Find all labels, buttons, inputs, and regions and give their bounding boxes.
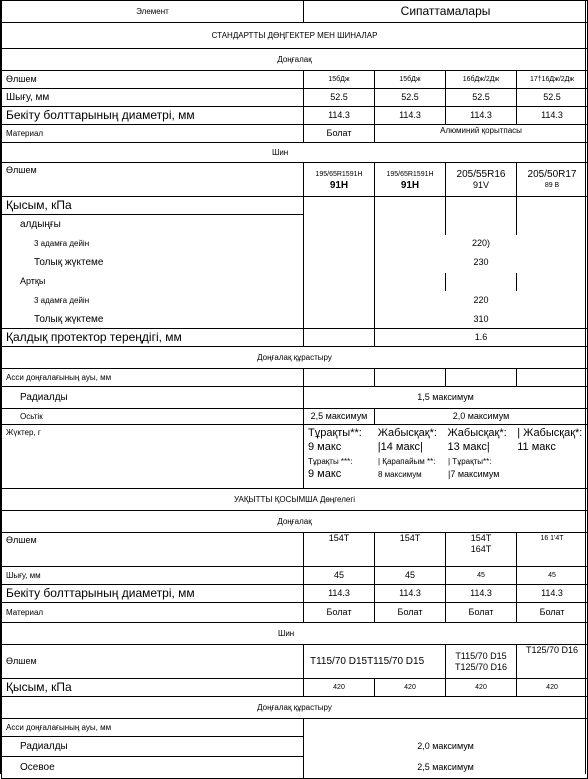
rear-upto3-value: 220: [375, 291, 588, 311]
spare-tire-size-12: T115/70 D15T115/70 D15: [304, 645, 446, 679]
spare-radial-runout-value: 2,0 максимум: [304, 737, 588, 757]
weight-entry: [304, 455, 378, 481]
front-full-load-value: 230: [375, 253, 588, 273]
weight-type: | Қарапайым **:: [378, 457, 436, 466]
rear-upto3-label: 3 адамға дейін: [2, 291, 304, 311]
offset-value: 52.5: [375, 89, 446, 107]
weight-type: Жабысқақ*:: [377, 427, 437, 439]
bolt-value: 114.3: [517, 107, 588, 125]
subsection-tire: Шин: [2, 143, 588, 163]
radial-runout-label: Радиалды: [2, 387, 304, 409]
tire-size-top: 205/55R16: [456, 168, 506, 180]
spare-runout-label: Асси доңғалағының ауы, мм: [2, 719, 304, 737]
spare-offset-value: 45: [517, 567, 588, 585]
tire-size-top: 205/50R17: [527, 168, 577, 180]
front-upto3-value: 220): [375, 235, 588, 253]
spare-material-label: Материал: [2, 603, 304, 623]
tire-size-label: Өлшем: [2, 163, 304, 197]
front-full-load-label: Толық жүктеме: [2, 253, 304, 273]
weight-entry: [517, 426, 587, 454]
spare-axial-runout-label: Осевое: [2, 757, 304, 779]
weight-type: Жабысқақ*:: [447, 427, 507, 439]
radial-runout-value: 1,5 максимум: [304, 387, 588, 409]
spare-pressure-label: Қысым, кПа: [2, 679, 304, 697]
rear-label: Артқы: [2, 273, 304, 291]
weight-type: | Жабысқақ*:: [517, 427, 583, 439]
spare-tire-size-label: Өлшем: [2, 645, 304, 679]
axial-runout-steel: 2,5 максимум: [304, 409, 375, 425]
spec-table: [1, 0, 588, 779]
offset-value: 52.5: [304, 89, 375, 107]
tire-load-index: 91H: [329, 179, 349, 191]
spare-wheel-size: 154T: [375, 533, 446, 567]
wheel-size: 16бДж/2Дж: [446, 71, 517, 89]
tire-load-index: 91V: [472, 179, 489, 190]
spare-pressure: 420: [375, 679, 446, 697]
front-label: алдыңғы: [2, 215, 304, 235]
runout-label: Асси доңғалағының ауы, мм: [2, 369, 304, 387]
pressure-label: Қысым, кПа: [2, 197, 304, 215]
spare-wheel-size: 154T 164T: [446, 533, 517, 567]
weight-entry: [378, 426, 448, 454]
subsection-tire-spare: Шин: [2, 623, 588, 645]
weight-max: 9 макс: [308, 441, 342, 453]
spare-axial-runout-value: 2,5 максимум: [304, 757, 588, 779]
bolt-value: 114.3: [446, 107, 517, 125]
weight-type: Тұрақты ***:: [308, 457, 353, 466]
tire-size-top: 195/65R1591H: [386, 170, 434, 178]
spare-radial-runout-label: Радиалды: [2, 737, 304, 757]
tire-size-cell: [304, 163, 375, 197]
weight-max: |7 максимум: [448, 469, 500, 479]
wheel-size-label: Өлшем: [2, 71, 304, 89]
spare-wheel-size: 16 1'4T: [517, 533, 588, 567]
spare-wheel-size-label: Өлшем: [2, 533, 304, 567]
subsection-wheel-design: Доңғалақ құрастыру: [2, 347, 588, 369]
spare-pressure: 420: [517, 679, 588, 697]
subsection-wheel-design-spare: Доңғалақ құрастыру: [2, 697, 588, 719]
header-element: Элемент: [2, 1, 304, 23]
weight-entry: [378, 455, 448, 481]
tire-size-cell: [375, 163, 446, 197]
axial-runout-alloy: 2,0 максимум: [375, 409, 588, 425]
spare-offset-value: 45: [446, 567, 517, 585]
offset-value: 52.5: [517, 89, 588, 107]
front-upto3-label: 3 адамға дейін: [2, 235, 304, 253]
material-alloy: Алюминий қорытпасы: [375, 125, 588, 143]
bolt-value: 114.3: [375, 107, 446, 125]
weights-label: Жүктер, г: [2, 425, 304, 489]
tread-depth-label: Қалдық протектор тереңдігі, мм: [2, 329, 304, 347]
spare-bolt-diameter-label: Бекіту болттарының диаметрі, мм: [2, 585, 304, 603]
weight-entry: [304, 426, 378, 454]
weight-max: 13 макс|: [447, 441, 490, 453]
tire-size-cell: [446, 163, 517, 197]
spare-material: Болат: [517, 603, 588, 623]
spare-bolt-value: 114.3: [375, 585, 446, 603]
weight-type: Тұрақты**:: [308, 427, 362, 439]
material-label: Материал: [2, 125, 304, 143]
tread-depth-value: 1.6: [375, 329, 588, 347]
offset-value: 52.5: [446, 89, 517, 107]
section-title-standard: СТАНДАРТТЫ ДӨҢГЕКТЕР МЕН ШИНАЛАР: [2, 23, 588, 49]
spare-bolt-value: 114.3: [304, 585, 375, 603]
weight-entry: [448, 426, 518, 454]
header-specs: Сипаттамалары: [304, 1, 588, 23]
spare-tire-size-4: T125/70 D16: [517, 645, 588, 679]
offset-label: Шығу, мм: [2, 89, 304, 107]
axial-runout-label: Осьтік: [2, 409, 304, 425]
tire-size-top: 195/65R1591H: [315, 170, 363, 178]
weight-entry: [448, 455, 518, 481]
bolt-diameter-label: Бекіту болттарының диаметрі, мм: [2, 107, 304, 125]
rear-full-load-value: 310: [375, 311, 588, 329]
weight-max: 11 макс: [517, 441, 556, 453]
tire-load-index: 91H: [400, 179, 420, 191]
tire-size-cell: [517, 163, 588, 197]
section-title-spare: УАҚЫТТЫ ҚОСЫМША Дөңгелегі: [2, 489, 588, 511]
subsection-wheel: Доңғалақ: [2, 49, 588, 71]
weight-max: 9 макс: [308, 468, 342, 480]
tire-load-index: 89 B: [544, 181, 560, 189]
spare-material: Болат: [304, 603, 375, 623]
wheel-size: 17†16Дж/2Дж: [517, 71, 588, 89]
subsection-wheel-spare: Доңғалақ: [2, 511, 588, 533]
spare-offset-value: 45: [304, 567, 375, 585]
weight-max: |14 макс|: [377, 441, 423, 453]
spare-material: Болат: [375, 603, 446, 623]
material-steel: Болат: [304, 125, 375, 143]
spare-pressure: 420: [304, 679, 375, 697]
wheel-size: 15бДж: [375, 71, 446, 89]
spare-wheel-size: 154T: [304, 533, 375, 567]
weight-type: | Тұрақты**:: [448, 457, 492, 466]
spare-bolt-value: 114.3: [517, 585, 588, 603]
spare-offset-value: 45: [375, 567, 446, 585]
spare-bolt-value: 114.3: [446, 585, 517, 603]
weight-max: 8 максимум: [378, 470, 422, 479]
spare-pressure: 420: [446, 679, 517, 697]
spare-offset-label: Шығу, мм: [2, 567, 304, 585]
spare-tire-size-3: T115/70 D15 T125/70 D16: [446, 645, 517, 679]
bolt-value: 114.3: [304, 107, 375, 125]
spare-material: Болат: [446, 603, 517, 623]
wheel-size: 15бДж: [304, 71, 375, 89]
rear-full-load-label: Толық жүктеме: [2, 311, 304, 329]
weights-cell: [304, 425, 588, 489]
